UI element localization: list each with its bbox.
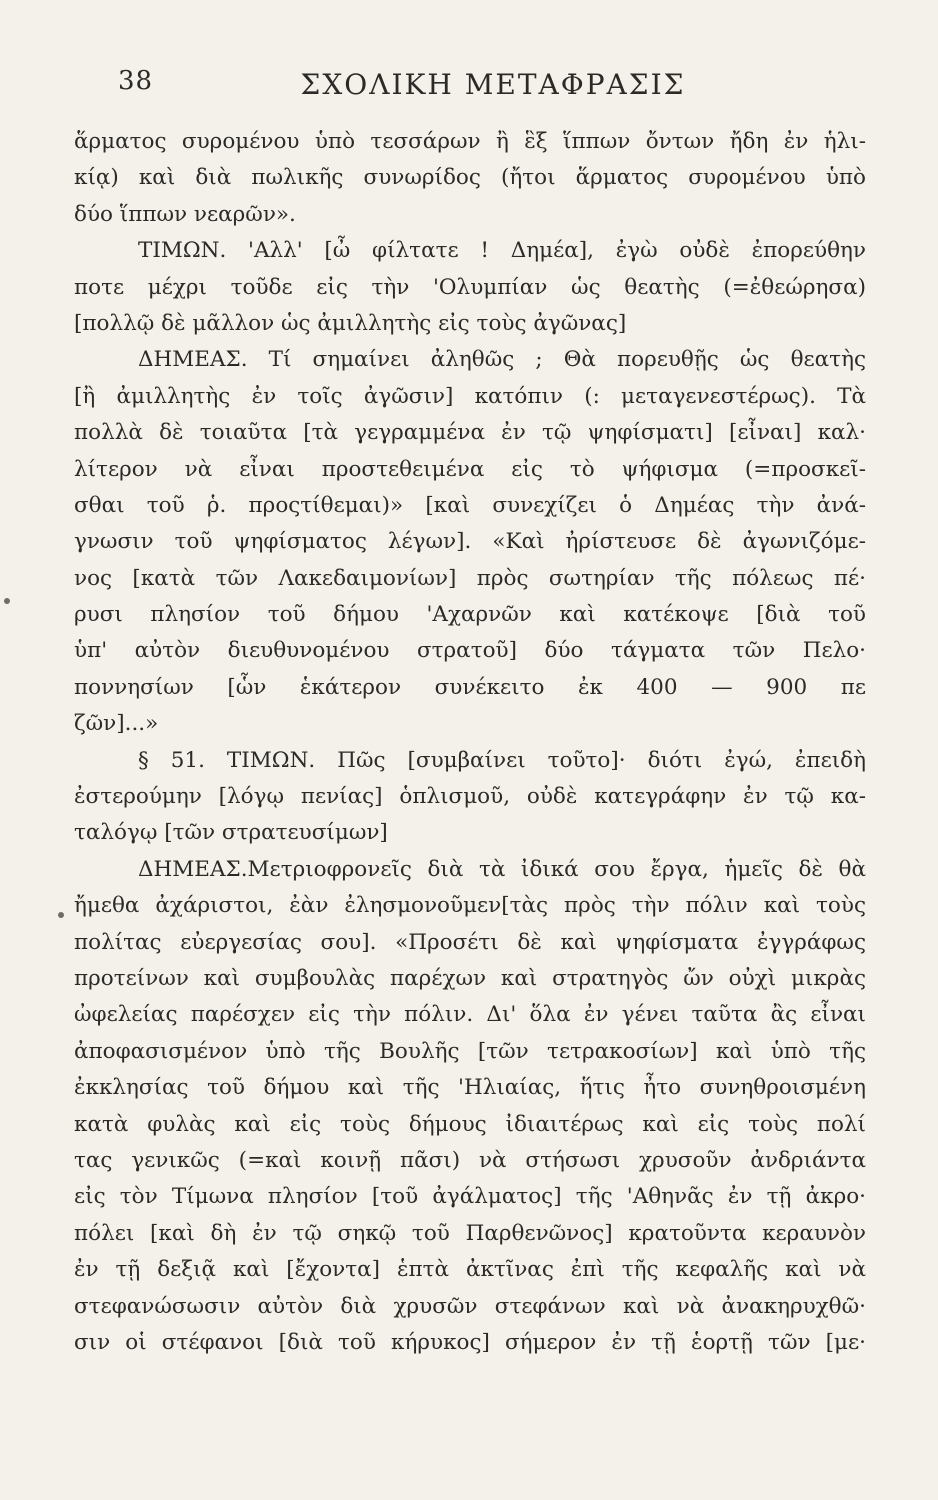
- text-line: νος [κατὰ τῶν Λακεδαιμονίων] πρὸς σωτηρίαν τῆς πόλεως πέ·: [74, 565, 866, 591]
- text-line: τας γενικῶς (=καὶ κοινῇ πᾶσι) νὰ στήσωσι χρυσοῦν ἀνδριάντα: [74, 1147, 866, 1173]
- margin-dot: [58, 912, 64, 918]
- text-line: κίᾳ) καὶ διὰ πωλικῆς συνωρίδος (ἤτοι ἅρματος συρομένου ὑπὸ: [74, 165, 866, 191]
- text-line: [πολλῷ δὲ μᾶλλον ὡς ἀμιλλητὴς εἰς τοὺς ἀγῶνας]: [74, 310, 627, 336]
- text-line: [ἢ ἀμιλλητὴς ἐν τοῖς ἀγῶσιν] κατόπιν (: μεταγενεστέρως). Τὰ: [74, 383, 866, 409]
- margin-dot: [4, 598, 10, 604]
- text-line: ὠφελείας παρέσχεν εἰς τὴν πόλιν. Δι' ὅλα ἐν γένει ταῦτα ἂς εἶναι: [74, 1002, 866, 1028]
- page-header: [118, 66, 868, 110]
- text-line: ἐστερούμην [λόγῳ πενίας] ὁπλισμοῦ, οὐδὲ κατεγράφην ἐν τῷ κα-: [74, 784, 866, 810]
- running-title: ΣΧΟΛΙΚΗ ΜΕΤΑΦΡΑΣΙΣ: [300, 68, 686, 101]
- text-line: δύο ἵππων νεαρῶν».: [74, 201, 296, 227]
- text-line: ρυσι πλησίον τοῦ δήμου 'Αχαρνῶν καὶ κατέκοψε [διὰ τοῦ: [74, 602, 866, 628]
- text-line: ΔΗΜΕΑΣ. Τί σημαίνει ἀληθῶς ; Θὰ πορευθῇς ὡς θεατὴς: [138, 347, 866, 373]
- text-line: πολίτας εὐεργεσίας σου]. «Προσέτι δὲ καὶ ψηφίσματα ἐγγράφως: [74, 929, 866, 955]
- text-line: ζῶν]...»: [74, 711, 159, 737]
- text-line: ποτε μέχρι τοῦδε εἰς τὴν 'Ολυμπίαν ὡς θεατὴς (=ἐθεώρησα): [74, 274, 866, 300]
- text-line: ΔΗΜΕΑΣ.Μετριοφρονεῖς διὰ τὰ ἰδικά σου ἔργα, ἡμεῖς δὲ θὰ: [138, 856, 866, 882]
- text-line: ταλόγῳ [τῶν στρατευσίμων]: [74, 820, 388, 846]
- page-number: 38: [118, 66, 154, 96]
- text-line: σθαι τοῦ ῥ. προςτίθεμαι)» [καὶ συνεχίζει ὁ Δημέας τὴν ἀνά-: [74, 492, 866, 518]
- text-line: προτείνων καὶ συμβουλὰς παρέχων καὶ στρατηγὸς ὤν οὐχὶ μικρὰς: [74, 965, 866, 991]
- text-line: ποννησίων [ὧν ἑκάτερον συνέκειτο ἐκ 400 — 900 πε: [74, 674, 866, 700]
- text-line: ἤμεθα ἀχάριστοι, ἐὰν ἐλησμονοῦμεν[τὰς πρὸς τὴν πόλιν καὶ τοὺς: [74, 893, 866, 919]
- text-line: πολλὰ δὲ τοιαῦτα [τὰ γεγραμμένα ἐν τῷ ψηφίσματι] [εἶναι] καλ·: [74, 420, 866, 446]
- text-line: γνωσιν τοῦ ψηφίσματος λέγων]. «Καὶ ἠρίστευσε δὲ ἀγωνιζόμε-: [74, 529, 866, 555]
- text-line: ἐκκλησίας τοῦ δήμου καὶ τῆς 'Ηλιαίας, ἥτις ἦτο συνηθροισμένη: [74, 1075, 866, 1101]
- text-line: εἰς τὸν Τίμωνα πλησίον [τοῦ ἀγάλματος] τῆς 'Αθηνᾶς ἐν τῇ ἀκρο·: [74, 1184, 866, 1210]
- text-line: σιν οἱ στέφανοι [διὰ τοῦ κήρυκος] σήμερον ἐν τῇ ἑορτῇ τῶν [με·: [74, 1329, 866, 1355]
- text-line: κατὰ φυλὰς καὶ εἰς τοὺς δήμους ἰδιαιτέρως καὶ εἰς τοὺς πολί: [74, 1111, 866, 1137]
- text-line: πόλει [καὶ δὴ ἐν τῷ σηκῷ τοῦ Παρθενῶνος] κρατοῦντα κεραυνὸν: [74, 1220, 866, 1246]
- text-line: στεφανώσωσιν αὐτὸν διὰ χρυσῶν στεφάνων καὶ νὰ ἀνακηρυχθῶ·: [74, 1293, 866, 1319]
- body-text: [74, 124, 866, 1361]
- text-line: ΤΙΜΩΝ. 'Αλλ' [ὦ φίλτατε ! Δημέα], ἐγὼ οὐδὲ ἐπορεύθην: [138, 238, 866, 264]
- text-line: ἅρματος συρομένου ὑπὸ τεσσάρων ἢ ἓξ ἵππων ὄντων ἤδη ἐν ἡλι-: [74, 129, 866, 154]
- text-line: ἐν τῇ δεξιᾷ καὶ [ἔχοντα] ἑπτὰ ἀκτῖνας ἐπὶ τῆς κεφαλῆς καὶ νὰ: [74, 1257, 866, 1283]
- text-line: λίτερον νὰ εἶναι προστεθειμένα εἰς τὸ ψήφισμα (=προσκεῖ-: [74, 456, 866, 482]
- text-line: ὑπ' αὐτὸν διευθυνομένου στρατοῦ] δύο τάγματα τῶν Πελο·: [74, 638, 866, 664]
- text-line: § 51. ΤΙΜΩΝ. Πῶς [συμβαίνει τοῦτο]· διότι ἐγώ, ἐπειδὴ: [138, 747, 866, 773]
- text-line: ἀποφασισμένον ὑπὸ τῆς Βουλῆς [τῶν τετρακοσίων] καὶ ὑπὸ τῆς: [74, 1038, 866, 1064]
